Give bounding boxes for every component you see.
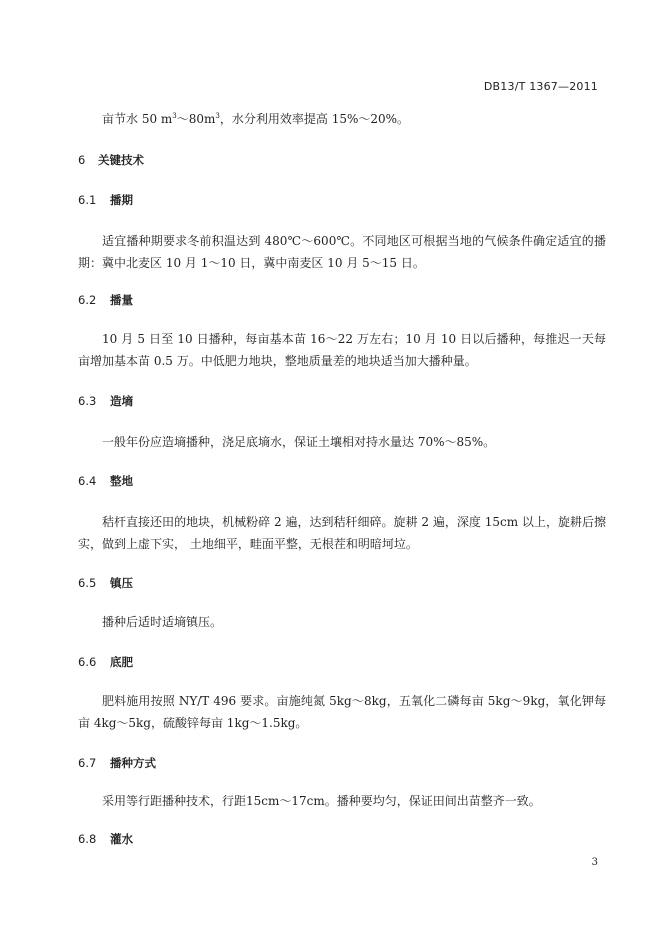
section-heading-6-3 (78, 393, 133, 409)
section-title: 播种方式 (110, 756, 156, 770)
section-number: 6.2 (78, 293, 97, 307)
section-text-6-7: 采用等行距播种技术，行距15cm～17cm。播种要均匀，保证田间出苗整齐一致。 (102, 794, 541, 808)
section-text-6-1: 适宜播种期要求冬前积温达到 480℃～600℃。不同地区可根据当地的气候条件确定适宜的播期：冀中北麦区 10 月 1～10 日，冀中南麦区 10 月 5～15 日。 (78, 234, 606, 270)
section-text-6-3: 一般年份应造墒播种，浇足底墒水，保证土壤相对持水量达 70%～85%。 (102, 435, 496, 449)
intro-text-suffix: ，水分利用效率提高 15%～20%。 (219, 112, 410, 126)
intro-paragraph (78, 108, 606, 130)
section-text-6-4: 秸杆直接还田的地块，机械粉碎 2 遍，达到秸秆细碎。旋耕 2 遍，深度 15cm 以上，旋耕后擦实，做到上虚下实， 土地细平，畦面平整，无根茬和明暗坷垃。 (78, 515, 606, 551)
page-number: 3 (591, 857, 598, 868)
section-heading-6-8 (78, 831, 133, 847)
section-title: 造墒 (110, 394, 133, 408)
intro-text-mid: ～80m (176, 112, 216, 126)
section-text-6-2: 10 月 5 日至 10 日播种，每亩基本苗 16～22 万左右；10 月 10 日以后播种，每推迟一天每亩增加基本苗 0.5 万。中低肥力地块，整地质量差的地块适当加大播种量。 (78, 332, 606, 368)
section-number: 6.7 (78, 756, 97, 770)
section-title: 播量 (110, 293, 133, 307)
section-number: 6.3 (78, 394, 97, 408)
section-heading-6-2 (78, 292, 133, 308)
section-title: 关键技术 (98, 153, 144, 167)
document-id: DB13/T 1367—2011 (483, 80, 598, 93)
section-heading-6-1 (78, 192, 133, 208)
intro-text-prefix: 亩节水 50 m (102, 112, 173, 126)
section-number: 6 (78, 153, 86, 167)
section-title: 镇压 (110, 576, 133, 590)
section-heading-6-7 (78, 755, 156, 771)
section-text-6-6: 肥料施用按照 NY/T 496 要求。亩施纯氮 5kg～8kg，五氧化二磷每亩 5kg～9kg，氧化钾每亩 4kg～5kg，硫酸锌每亩 1kg～1.5kg。 (78, 694, 606, 730)
section-title: 播期 (110, 193, 133, 207)
section-heading-6-5 (78, 575, 133, 591)
section-text-6-5: 播种后适时适墒镇压。 (102, 615, 223, 629)
section-title: 灌水 (110, 832, 133, 846)
section-number: 6.4 (78, 474, 97, 488)
superscript: 3 (215, 112, 220, 120)
section-number: 6.1 (78, 193, 97, 207)
section-number: 6.5 (78, 576, 97, 590)
section-heading-6 (78, 152, 144, 168)
section-title: 整地 (110, 474, 133, 488)
section-number: 6.8 (78, 832, 97, 846)
section-heading-6-6 (78, 654, 133, 670)
superscript: 3 (172, 112, 177, 120)
section-title: 底肥 (110, 655, 133, 669)
section-number: 6.6 (78, 655, 97, 669)
section-heading-6-4 (78, 473, 133, 489)
